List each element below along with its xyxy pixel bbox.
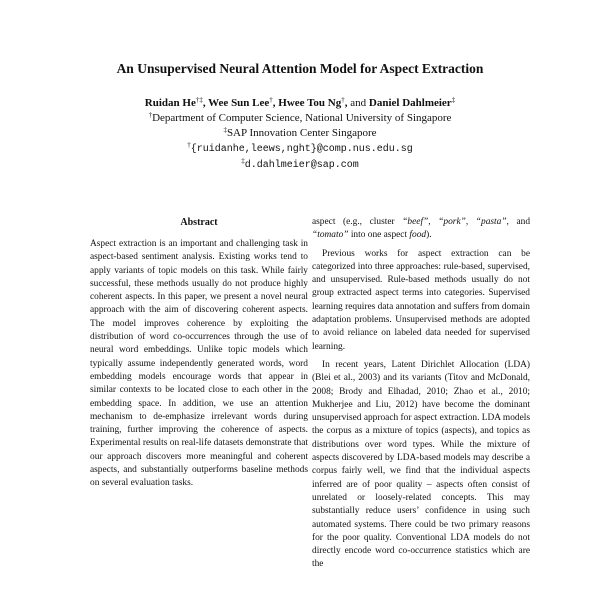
affiliation-mark: † [148,111,153,119]
body-continuation: aspect (e.g., cluster “beef”, “pork”, “pasta”, and “tomato” into one aspect food). [312,217,531,241]
email [0,141,600,157]
author-mark: ‡ [451,96,456,104]
author-mark: † [341,96,345,104]
author-mark: †‡ [195,96,203,104]
right-column [312,216,530,572]
email-mark: † [187,141,191,149]
affiliation [0,126,600,141]
author-block [0,96,600,173]
email-text: d.dahlmeier@sap.com [244,160,359,171]
abstract-text: Aspect extraction is an important and challenging task in aspect-based sentiment analysis. Existing works tend to apply variants of topic models on this task. While fairly successful, these methods usually do not produce highly coherent aspects. In this paper, we present a novel neural approach with the aim of discovering coherent aspects. The model improves coherence by exploiting the distribution of word co-occurrences through the use of neural word embeddings. Unlike topic models which typically assume independently generated words, word embedding models encourage words that appear in similar contexts to be located close to each other in the embedding space. In addition, we use an attention mechanism to de-emphasize irrelevant words during training, further improving the coherence of aspects. Experimental results on real-life datasets demonstrate that our approach discovers more meaningful and coherent aspects, and substantially outperforms baseline methods on several evaluation tasks. [90,239,308,489]
email-text: {ruidanhe,leews,nght}@comp.nus.edu.sg [190,144,413,155]
and-word: and [350,97,367,109]
paper-title: An Unsupervised Neural Attention Model for Aspect Extraction [116,61,484,76]
body-paragraph: In recent years, Latent Dirichlet Allocation (LDA) (Blei et al., 2003) and its variants (Titov and McDonald, 2008; Brody and Elhadad, 2010; Zhao et al., 2010; Mukherjee and Liu, 2012) have become the dominant unsupervised approach for aspect extraction. LDA models the corpus as a mixture of topics (aspects), and topics as distributions over word types. While the mixture of aspects discovered by LDA-based models may describe a corpus fairly well, we find that the individual aspects inferred are of poor quality – aspects often consist of unrelated or loosely-related concepts. This may substantially reduce users’ confidence in using such automated systems. There could be two primary reasons for the poor quality. Conventional LDA models do not directly encode word co-occurrence statistics which are the [312,359,530,570]
affiliation-text: Department of Computer Science, National University of Singapore [152,112,452,124]
author-name: Ruidan He [144,97,196,109]
abstract-heading: Abstract [180,217,218,228]
author-name: Hwee Tou Ng [278,97,342,109]
author-name: Wee Sun Lee [208,97,270,109]
affiliation-mark: ‡ [223,126,227,134]
body-paragraph: Previous works for aspect extraction can be categorized into three approaches: rule-based, supervised, and unsupervised. Rule-based methods usually do not group extracted aspect terms into categories. Supervised learning requires data annotation and suffers from domain adaptation problems. Unsupervised methods are adopted to avoid reliance on labeled data needed for supervised learning. [312,248,530,352]
email-mark: ‡ [241,157,245,165]
author-name: Daniel Dahlmeier [368,97,452,109]
left-column [90,238,308,491]
author-mark: † [269,96,273,104]
affiliation-text: SAP Innovation Center Singapore [226,127,377,139]
author-names: Ruidan He†‡, Wee Sun Lee†, Hwee Tou Ng†, and Daniel Dahlmeier‡ [144,96,456,109]
affiliation [0,111,600,126]
email [0,157,600,173]
